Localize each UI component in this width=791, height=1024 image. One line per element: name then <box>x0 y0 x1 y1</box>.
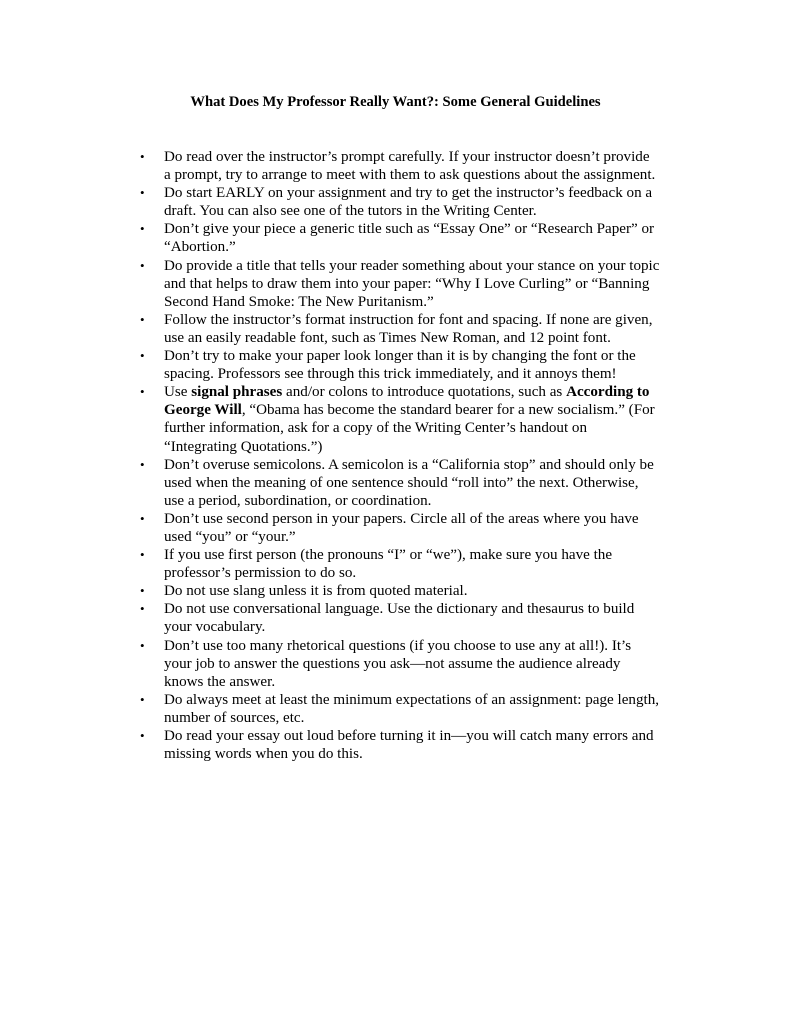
bullet-icon: • <box>140 221 145 237</box>
guideline-line <box>164 401 677 419</box>
guideline-line: Do read your essay out loud before turning it in—you will catch many errors and <box>164 728 654 744</box>
guideline-text: and/or colons to introduce quotations, such as <box>282 384 567 401</box>
signal-phrases-term: signal phrases <box>191 384 283 401</box>
guideline-text: Use <box>164 384 192 401</box>
guideline-item-11 <box>0 582 677 600</box>
guideline-line: Don’t try to make your paper look longer than it is by changing the font or the <box>164 348 636 365</box>
bullet-icon: • <box>140 601 145 617</box>
guideline-item-3 <box>0 220 677 256</box>
guideline-item-12 <box>0 600 677 636</box>
guideline-line: Do always meet at least the minimum expectations of an assignment: page length, <box>164 691 660 708</box>
guideline-line: Follow the instructor’s format instruction for font and spacing. If none are given, <box>164 311 653 328</box>
guideline-line: Do start EARLY on your assignment and try to get the instructor’s feedback on a <box>164 185 653 202</box>
bullet-icon: • <box>140 583 145 599</box>
guideline-item-13 <box>0 637 677 691</box>
guideline-line: number of sources, etc. <box>164 709 305 726</box>
bullet-icon: • <box>140 384 145 400</box>
guideline-line: “Abortion.” <box>164 239 236 256</box>
guideline-line: Don’t use second person in your papers. Circle all of the areas where you have <box>164 510 639 527</box>
guideline-line: your job to answer the questions you ask—not assume the audience already <box>164 655 621 672</box>
guideline-item-15 <box>0 727 677 763</box>
guideline-line: Do not use slang unless it is from quoted material. <box>164 583 468 600</box>
guideline-item-5 <box>0 311 677 347</box>
guideline-item-10 <box>0 546 677 582</box>
guideline-line: and that helps to draw them into your paper: “Why I Love Curling” or “Banning <box>164 275 650 292</box>
bullet-icon: • <box>140 691 145 707</box>
bullet-icon: • <box>140 510 145 526</box>
guideline-item-9 <box>0 510 677 546</box>
bullet-icon: • <box>140 547 145 563</box>
guideline-line: knows the answer. <box>164 673 276 690</box>
guideline-line: professor’s permission to do so. <box>164 565 357 582</box>
guideline-line: used “you” or “your.” <box>164 528 296 545</box>
guideline-item-8 <box>0 456 677 510</box>
signal-phrase-example: According to <box>566 384 650 401</box>
guideline-line: missing words when you do this. <box>164 746 363 763</box>
document-title: What Does My Professor Really Want?: Some General Guidelines <box>190 94 601 110</box>
guideline-line: If you use first person (the pronouns “I” or “we”), make sure you have the <box>164 547 613 564</box>
guideline-item-7 <box>0 383 677 455</box>
guideline-line: Don’t use too many rhetorical questions (if you choose to use any at all!). It’s <box>164 637 632 654</box>
guideline-line: your vocabulary. <box>164 619 266 636</box>
guideline-line: spacing. Professors see through this trick immediately, and it annoys them! <box>164 366 617 383</box>
guideline-line: further information, ask for a copy of the Writing Center’s handout on <box>164 420 588 437</box>
guideline-line <box>164 383 677 401</box>
guideline-line: Don’t overuse semicolons. A semicolon is a “California stop” and should only be <box>164 456 654 473</box>
guideline-text: , “Obama has become the standard bearer for a new socialism.” (For <box>241 402 655 419</box>
bullet-icon: • <box>140 348 145 364</box>
guideline-item-1 <box>0 148 677 184</box>
guideline-line: a prompt, try to arrange to meet with them to ask questions about the assignment. <box>164 167 656 184</box>
guideline-item-4 <box>0 257 677 311</box>
guideline-line: Do not use conversational language. Use the dictionary and thesaurus to build <box>164 601 635 618</box>
guideline-item-2 <box>0 184 677 220</box>
bullet-icon: • <box>140 311 145 327</box>
bullet-icon: • <box>140 728 145 743</box>
guideline-line: “Integrating Quotations.”) <box>164 438 323 455</box>
guideline-item-6 <box>0 347 677 383</box>
bullet-icon: • <box>140 185 145 201</box>
guideline-line: Do read over the instructor’s prompt carefully. If your instructor doesn’t provide <box>164 149 650 165</box>
bullet-icon: • <box>140 637 145 653</box>
bullet-icon: • <box>140 456 145 472</box>
bullet-icon: • <box>140 149 145 164</box>
guideline-line: draft. You can also see one of the tutors in the Writing Center. <box>164 203 537 220</box>
signal-phrase-example-name: George Will <box>164 402 242 419</box>
guideline-line: Do provide a title that tells your reader something about your stance on your topic <box>164 257 660 274</box>
guideline-line: Don’t give your piece a generic title such as “Essay One” or “Research Paper” or <box>164 221 655 238</box>
guideline-line: use an easily readable font, such as Times New Roman, and 12 point font. <box>164 329 611 346</box>
guidelines-list <box>0 148 791 763</box>
guideline-line: used when the meaning of one sentence should “roll into” the next. Otherwise, <box>164 474 639 491</box>
guideline-item-14 <box>0 691 677 727</box>
guideline-line: Second Hand Smoke: The New Puritanism.” <box>164 293 434 310</box>
guideline-line: use a period, subordination, or coordination. <box>164 492 432 509</box>
bullet-icon: • <box>140 257 145 273</box>
